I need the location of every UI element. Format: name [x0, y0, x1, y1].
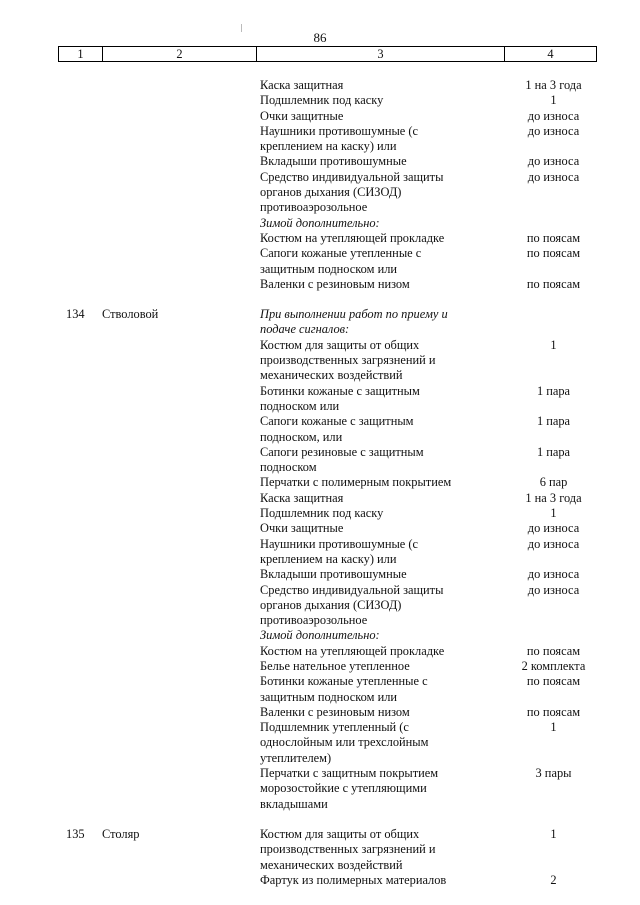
- entry-number: [58, 154, 102, 169]
- issue-norm: 2: [550, 872, 557, 887]
- table-row: [58, 766, 597, 812]
- entry-number: [58, 644, 102, 659]
- profession-name: [102, 338, 256, 384]
- table-entry: [58, 78, 597, 292]
- table-row: [58, 170, 597, 216]
- entry-number: [58, 766, 102, 812]
- profession-name: [102, 154, 256, 169]
- table-row: [58, 873, 597, 888]
- column-header-1: 1: [59, 47, 103, 61]
- issue-norm: 1 пара: [536, 383, 571, 398]
- profession-name: [102, 475, 256, 490]
- entry-number: [58, 384, 102, 415]
- table-row: [58, 338, 597, 384]
- table-row: [58, 384, 597, 415]
- profession-name: [102, 644, 256, 659]
- profession-name: [102, 170, 256, 216]
- entry-number: [58, 78, 102, 93]
- entry-number: [58, 659, 102, 674]
- table-row: [58, 628, 597, 643]
- equipment-item: Подшлемник утепленный (с однослойным или трехслойным утеплителем): [260, 720, 429, 765]
- table-body: [58, 78, 597, 903]
- entry-number: [58, 338, 102, 384]
- issue-norm: до износа: [527, 169, 580, 184]
- equipment-item: Каска защитная: [260, 490, 344, 505]
- equipment-item: Фартук из полимерных материалов: [260, 872, 447, 887]
- table-row: [58, 414, 597, 445]
- issue-norm: по поясам: [526, 276, 581, 291]
- section-note: Зимой дополнительно:: [260, 215, 380, 230]
- table-row: [58, 277, 597, 292]
- equipment-item: Наушники противошумные (с креплением на каску) или: [260, 123, 419, 154]
- table-row: [58, 674, 597, 705]
- entry-number: [58, 567, 102, 582]
- profession-name: [102, 521, 256, 536]
- issue-norm: 1 пара: [536, 414, 571, 429]
- entry-number: [58, 491, 102, 506]
- profession-name: [102, 277, 256, 292]
- issue-norm: 2 комплекта: [521, 658, 586, 673]
- profession-name: [102, 628, 256, 643]
- issue-norm: 1 пара: [536, 444, 571, 459]
- entry-number: [58, 231, 102, 246]
- issue-norm: [510, 628, 597, 643]
- equipment-item: Очки защитные: [260, 108, 344, 123]
- table-entry: [58, 827, 597, 888]
- table-row: [58, 659, 597, 674]
- section-note: При выполнении работ по приему и подаче сигналов:: [260, 307, 448, 337]
- profession-name: [102, 384, 256, 415]
- equipment-item: Костюм для защиты от общих производственных загрязнений и механических воздействий: [260, 826, 436, 872]
- equipment-item: Сапоги резиновые с защитным подноском: [260, 444, 424, 475]
- equipment-item: Костюм для защиты от общих производственных загрязнений и механических воздействий: [260, 337, 436, 383]
- profession-name: [102, 231, 256, 246]
- table-row: [58, 827, 597, 873]
- equipment-item: Сапоги кожаные утепленные с защитным подноском или: [260, 246, 422, 276]
- equipment-item: Валенки с резиновым низом: [260, 704, 410, 719]
- issue-norm: до износа: [527, 582, 580, 597]
- entry-number: 135: [66, 826, 85, 841]
- column-header-2: 2: [103, 47, 257, 61]
- issue-norm: 1: [550, 826, 557, 841]
- profession-name: [102, 246, 256, 277]
- entry-number: [58, 873, 102, 888]
- table-row: [58, 93, 597, 108]
- issue-norm: до износа: [527, 108, 580, 123]
- column-header-3: 3: [257, 47, 505, 61]
- issue-norm: 6 пар: [539, 475, 568, 490]
- entry-number: [58, 705, 102, 720]
- equipment-item: Каска защитная: [260, 78, 344, 92]
- entry-number: [58, 445, 102, 476]
- table-row: [58, 109, 597, 124]
- profession-name: [102, 567, 256, 582]
- issue-norm: до износа: [527, 567, 580, 582]
- table-row: [58, 231, 597, 246]
- issue-norm: по поясам: [526, 704, 581, 719]
- issue-norm: до износа: [527, 536, 580, 551]
- table-row: [58, 537, 597, 568]
- equipment-item: Белье нательное утепленное: [260, 658, 410, 673]
- issue-norm: по поясам: [526, 643, 581, 658]
- equipment-item: Костюм на утепляющей прокладке: [260, 643, 445, 658]
- issue-norm: до износа: [527, 154, 580, 169]
- profession-name: [102, 674, 256, 705]
- equipment-item: Средство индивидуальной защиты органов дыхания (СИЗОД) противоаэрозольное: [260, 169, 444, 215]
- entry-number: [58, 720, 102, 766]
- entry-number: [58, 93, 102, 108]
- entry-number: [58, 583, 102, 629]
- table-row: [58, 567, 597, 582]
- table-entry: [58, 307, 597, 812]
- profession-name: [102, 491, 256, 506]
- entry-number: [58, 506, 102, 521]
- profession-name: [102, 766, 256, 812]
- profession-name: [102, 414, 256, 445]
- equipment-item: Ботинки кожаные с защитным подноском или: [260, 383, 420, 413]
- equipment-item: Очки защитные: [260, 521, 344, 536]
- entry-number: [58, 521, 102, 536]
- equipment-item: Вкладыши противошумные: [260, 154, 407, 169]
- table-row: [58, 78, 597, 93]
- equipment-item: Костюм на утепляющей прокладке: [260, 230, 445, 245]
- profession-name: Стволовой: [102, 307, 159, 322]
- table-row: [58, 506, 597, 521]
- profession-name: [102, 537, 256, 568]
- entry-number: [58, 109, 102, 124]
- section-note: Зимой дополнительно:: [260, 628, 380, 643]
- entry-number: [58, 414, 102, 445]
- equipment-item: Подшлемник под каску: [260, 93, 384, 108]
- equipment-item: Наушники противошумные (с креплением на каску) или: [260, 536, 419, 566]
- table-row: [58, 475, 597, 490]
- issue-norm: по поясам: [526, 230, 581, 245]
- table-row: [58, 521, 597, 536]
- entry-number: [58, 674, 102, 705]
- entry-number: [58, 246, 102, 277]
- profession-name: [102, 720, 256, 766]
- entry-number: 134: [66, 307, 85, 322]
- table-row: [58, 307, 597, 338]
- table-row: [58, 124, 597, 155]
- table-row: [58, 491, 597, 506]
- issue-norm: [510, 307, 597, 338]
- profession-name: [102, 705, 256, 720]
- issue-norm: по поясам: [526, 246, 581, 261]
- issue-norm: 1: [550, 720, 557, 735]
- entry-number: [58, 475, 102, 490]
- table-row: [58, 644, 597, 659]
- table-row: [58, 720, 597, 766]
- profession-name: [102, 506, 256, 521]
- equipment-item: Средство индивидуальной защиты органов дыхания (СИЗОД) противоаэрозольное: [260, 582, 444, 628]
- equipment-item: Перчатки с полимерным покрытием: [260, 475, 452, 490]
- profession-name: [102, 659, 256, 674]
- table-row: [58, 445, 597, 476]
- table-row: [58, 583, 597, 629]
- table-row: [58, 705, 597, 720]
- profession-name: [102, 216, 256, 231]
- issue-norm: 1: [550, 93, 557, 108]
- equipment-item: Перчатки с защитным покрытием морозостойкие с утепляющими вкладышами: [260, 766, 439, 811]
- profession-name: [102, 109, 256, 124]
- issue-norm: 1: [550, 337, 557, 352]
- equipment-item: Ботинки кожаные утепленные с защитным подноском или: [260, 674, 428, 704]
- profession-name: [102, 445, 256, 476]
- equipment-item: Подшлемник под каску: [260, 506, 384, 521]
- page-number: 86: [313, 30, 327, 45]
- entry-number: [58, 216, 102, 231]
- issue-norm: 1: [550, 506, 557, 521]
- column-header-4: 4: [547, 47, 554, 61]
- entry-number: [58, 170, 102, 216]
- issue-norm: 1 на 3 года: [525, 78, 582, 92]
- issue-norm: 3 пары: [535, 766, 572, 781]
- profession-name: Столяр: [102, 826, 140, 841]
- table-row: [58, 216, 597, 231]
- profession-name: [102, 583, 256, 629]
- issue-norm: [510, 216, 597, 231]
- profession-name: [102, 93, 256, 108]
- table-row: [58, 246, 597, 277]
- issue-norm: по поясам: [526, 674, 581, 689]
- profession-name: [102, 873, 256, 888]
- equipment-item: Валенки с резиновым низом: [260, 276, 410, 291]
- profession-name: [102, 78, 256, 93]
- entry-number: [58, 277, 102, 292]
- issue-norm: до износа: [527, 123, 580, 138]
- entry-number: [58, 628, 102, 643]
- entry-number: [58, 124, 102, 155]
- issue-norm: 1 на 3 года: [525, 490, 582, 505]
- issue-norm: до износа: [527, 521, 580, 536]
- table-row: [58, 154, 597, 169]
- profession-name: [102, 124, 256, 155]
- equipment-item: Вкладыши противошумные: [260, 567, 407, 582]
- table-header: [58, 46, 597, 62]
- equipment-item: Сапоги кожаные с защитным подноском, или: [260, 414, 414, 444]
- entry-number: [58, 537, 102, 568]
